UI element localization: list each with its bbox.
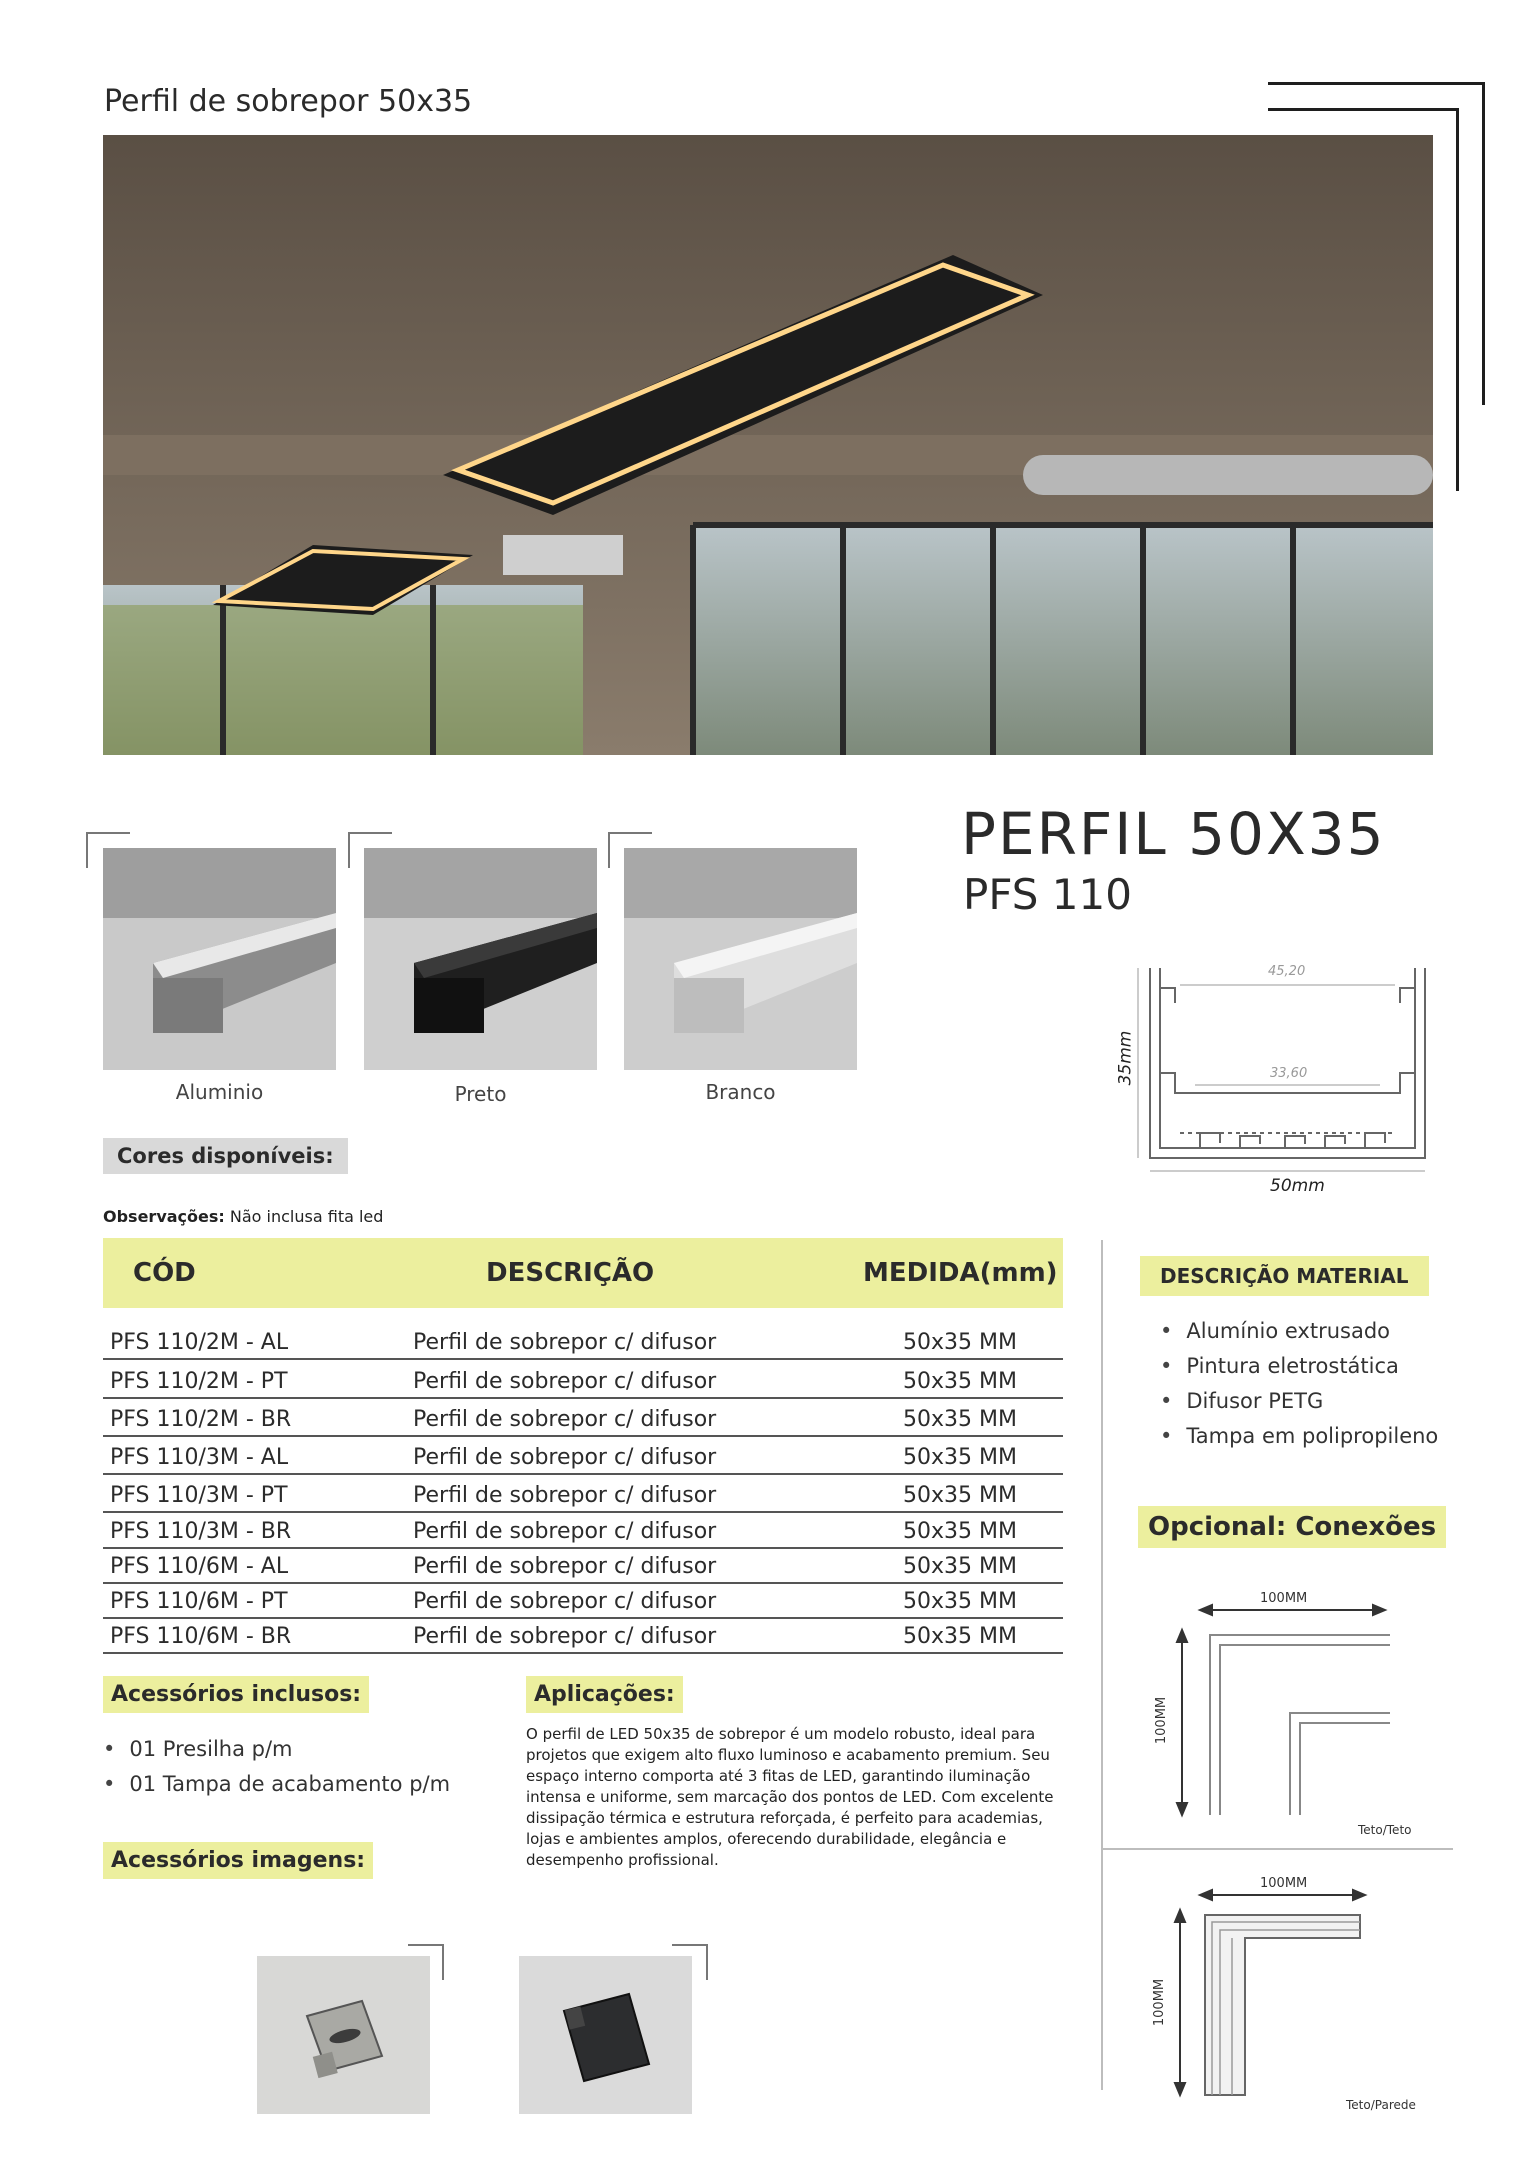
table-row bbox=[103, 1361, 1063, 1399]
connection-teto-parede bbox=[1150, 1870, 1450, 2130]
table-header-code: CÓD bbox=[133, 1258, 196, 1288]
row-measure: 50x35 MM bbox=[903, 1330, 1017, 1355]
connection-width: 100MM bbox=[1260, 1876, 1308, 1891]
row-code: PFS 110/2M - AL bbox=[110, 1330, 289, 1355]
row-code: PFS 110/2M - BR bbox=[110, 1407, 292, 1432]
connection-teto-teto bbox=[1150, 1585, 1450, 1855]
table-row bbox=[103, 1511, 1063, 1549]
optional-heading: Opcional: Conexões bbox=[1138, 1506, 1446, 1548]
observations-text: Não inclusa fita led bbox=[229, 1207, 384, 1226]
dim-inner-bottom: 33,60 bbox=[1270, 1066, 1308, 1081]
table-header bbox=[103, 1238, 1063, 1308]
table-row bbox=[103, 1546, 1063, 1584]
accessory-item: • 01 Presilha p/m bbox=[103, 1732, 450, 1767]
hero-photo bbox=[103, 135, 1433, 755]
row-measure: 50x35 MM bbox=[903, 1624, 1017, 1649]
row-description: Perfil de sobrepor c/ difusor bbox=[413, 1483, 717, 1508]
product-code: PFS 110 bbox=[963, 870, 1132, 919]
accessories-heading: Acessórios inclusos: bbox=[103, 1676, 369, 1713]
observations-label: Observações: bbox=[103, 1207, 225, 1226]
row-description: Perfil de sobrepor c/ difusor bbox=[413, 1330, 717, 1355]
swatch-label-branco: Branco bbox=[705, 1080, 776, 1104]
column-divider bbox=[1101, 1240, 1103, 2090]
dim-width: 50mm bbox=[1270, 1176, 1325, 1196]
dim-inner-top: 45,20 bbox=[1268, 964, 1306, 979]
swatch-aluminio bbox=[103, 848, 336, 1070]
material-item: • Tampa em polipropileno bbox=[1160, 1419, 1438, 1454]
swatch-label-aluminio: Aluminio bbox=[175, 1080, 264, 1104]
row-measure: 50x35 MM bbox=[903, 1519, 1017, 1544]
row-code: PFS 110/3M - AL bbox=[110, 1445, 289, 1470]
row-code: PFS 110/6M - AL bbox=[110, 1554, 289, 1579]
table-header-measure: MEDIDA(mm) bbox=[863, 1258, 1058, 1288]
row-code: PFS 110/3M - BR bbox=[110, 1519, 292, 1544]
table-row bbox=[103, 1475, 1063, 1513]
colors-heading: Cores disponíveis: bbox=[103, 1138, 348, 1174]
product-title: PERFIL 50X35 bbox=[961, 800, 1386, 868]
row-measure: 50x35 MM bbox=[903, 1369, 1017, 1394]
accessory-image-presilha bbox=[257, 1956, 430, 2114]
row-measure: 50x35 MM bbox=[903, 1407, 1017, 1432]
table-row bbox=[103, 1437, 1063, 1475]
observations bbox=[103, 1207, 383, 1226]
row-description: Perfil de sobrepor c/ difusor bbox=[413, 1519, 717, 1544]
row-description: Perfil de sobrepor c/ difusor bbox=[413, 1589, 717, 1614]
row-measure: 50x35 MM bbox=[903, 1589, 1017, 1614]
table-row bbox=[103, 1581, 1063, 1619]
swatch-preto bbox=[364, 848, 597, 1070]
row-measure: 50x35 MM bbox=[903, 1554, 1017, 1579]
material-heading: DESCRIÇÃO MATERIAL bbox=[1140, 1256, 1429, 1296]
applications-text: O perfil de LED 50x35 de sobrepor é um modelo robusto, ideal para projetos que exigem alto fluxo luminoso e acabamento premium. Seu espaço interno comporta até 3 fitas de LED, garantindo iluminação intensa e uniforme, sem marcação dos pontos de LED. Com excelente dissipação térmica e estrutura reforçada, é perfeito para academias, lojas e ambientes amplos, oferecendo durabilidade, elegância e desempenho profissional. bbox=[526, 1725, 1054, 1869]
accessory-image-tampa bbox=[519, 1956, 692, 2114]
row-code: PFS 110/3M - PT bbox=[110, 1483, 288, 1508]
swatch-label-preto: Preto bbox=[454, 1082, 507, 1106]
row-description: Perfil de sobrepor c/ difusor bbox=[413, 1554, 717, 1579]
connection-height: 100MM bbox=[1154, 1696, 1170, 1745]
material-item: • Pintura eletrostática bbox=[1160, 1349, 1438, 1384]
material-list bbox=[1160, 1314, 1438, 1454]
row-code: PFS 110/6M - BR bbox=[110, 1624, 292, 1649]
page-title: Perfil de sobrepor 50x35 bbox=[104, 84, 473, 119]
accessory-item: • 01 Tampa de acabamento p/m bbox=[103, 1767, 450, 1802]
connection-caption: Teto/Teto bbox=[1358, 1823, 1412, 1837]
connection-height: 100MM bbox=[1152, 1978, 1168, 2027]
row-description: Perfil de sobrepor c/ difusor bbox=[413, 1624, 717, 1649]
material-item: • Alumínio extrusado bbox=[1160, 1314, 1438, 1349]
accessories-list bbox=[103, 1732, 450, 1802]
connection-width: 100MM bbox=[1260, 1591, 1308, 1606]
dim-height: 35mm bbox=[1115, 1030, 1136, 1086]
material-item: • Difusor PETG bbox=[1160, 1384, 1438, 1419]
row-measure: 50x35 MM bbox=[903, 1483, 1017, 1508]
profile-drawing bbox=[1115, 958, 1440, 1198]
row-code: PFS 110/2M - PT bbox=[110, 1369, 288, 1394]
accessories-images-heading: Acessórios imagens: bbox=[103, 1842, 373, 1879]
row-description: Perfil de sobrepor c/ difusor bbox=[413, 1445, 717, 1470]
table-row bbox=[103, 1616, 1063, 1654]
row-description: Perfil de sobrepor c/ difusor bbox=[413, 1369, 717, 1394]
row-description: Perfil de sobrepor c/ difusor bbox=[413, 1407, 717, 1432]
table-header-description: DESCRIÇÃO bbox=[486, 1258, 655, 1288]
applications-heading: Aplicações: bbox=[526, 1676, 683, 1713]
swatch-branco bbox=[624, 848, 857, 1070]
table-row bbox=[103, 1322, 1063, 1360]
connection-caption: Teto/Parede bbox=[1346, 2098, 1416, 2112]
table-row bbox=[103, 1399, 1063, 1437]
row-code: PFS 110/6M - PT bbox=[110, 1589, 288, 1614]
row-measure: 50x35 MM bbox=[903, 1445, 1017, 1470]
